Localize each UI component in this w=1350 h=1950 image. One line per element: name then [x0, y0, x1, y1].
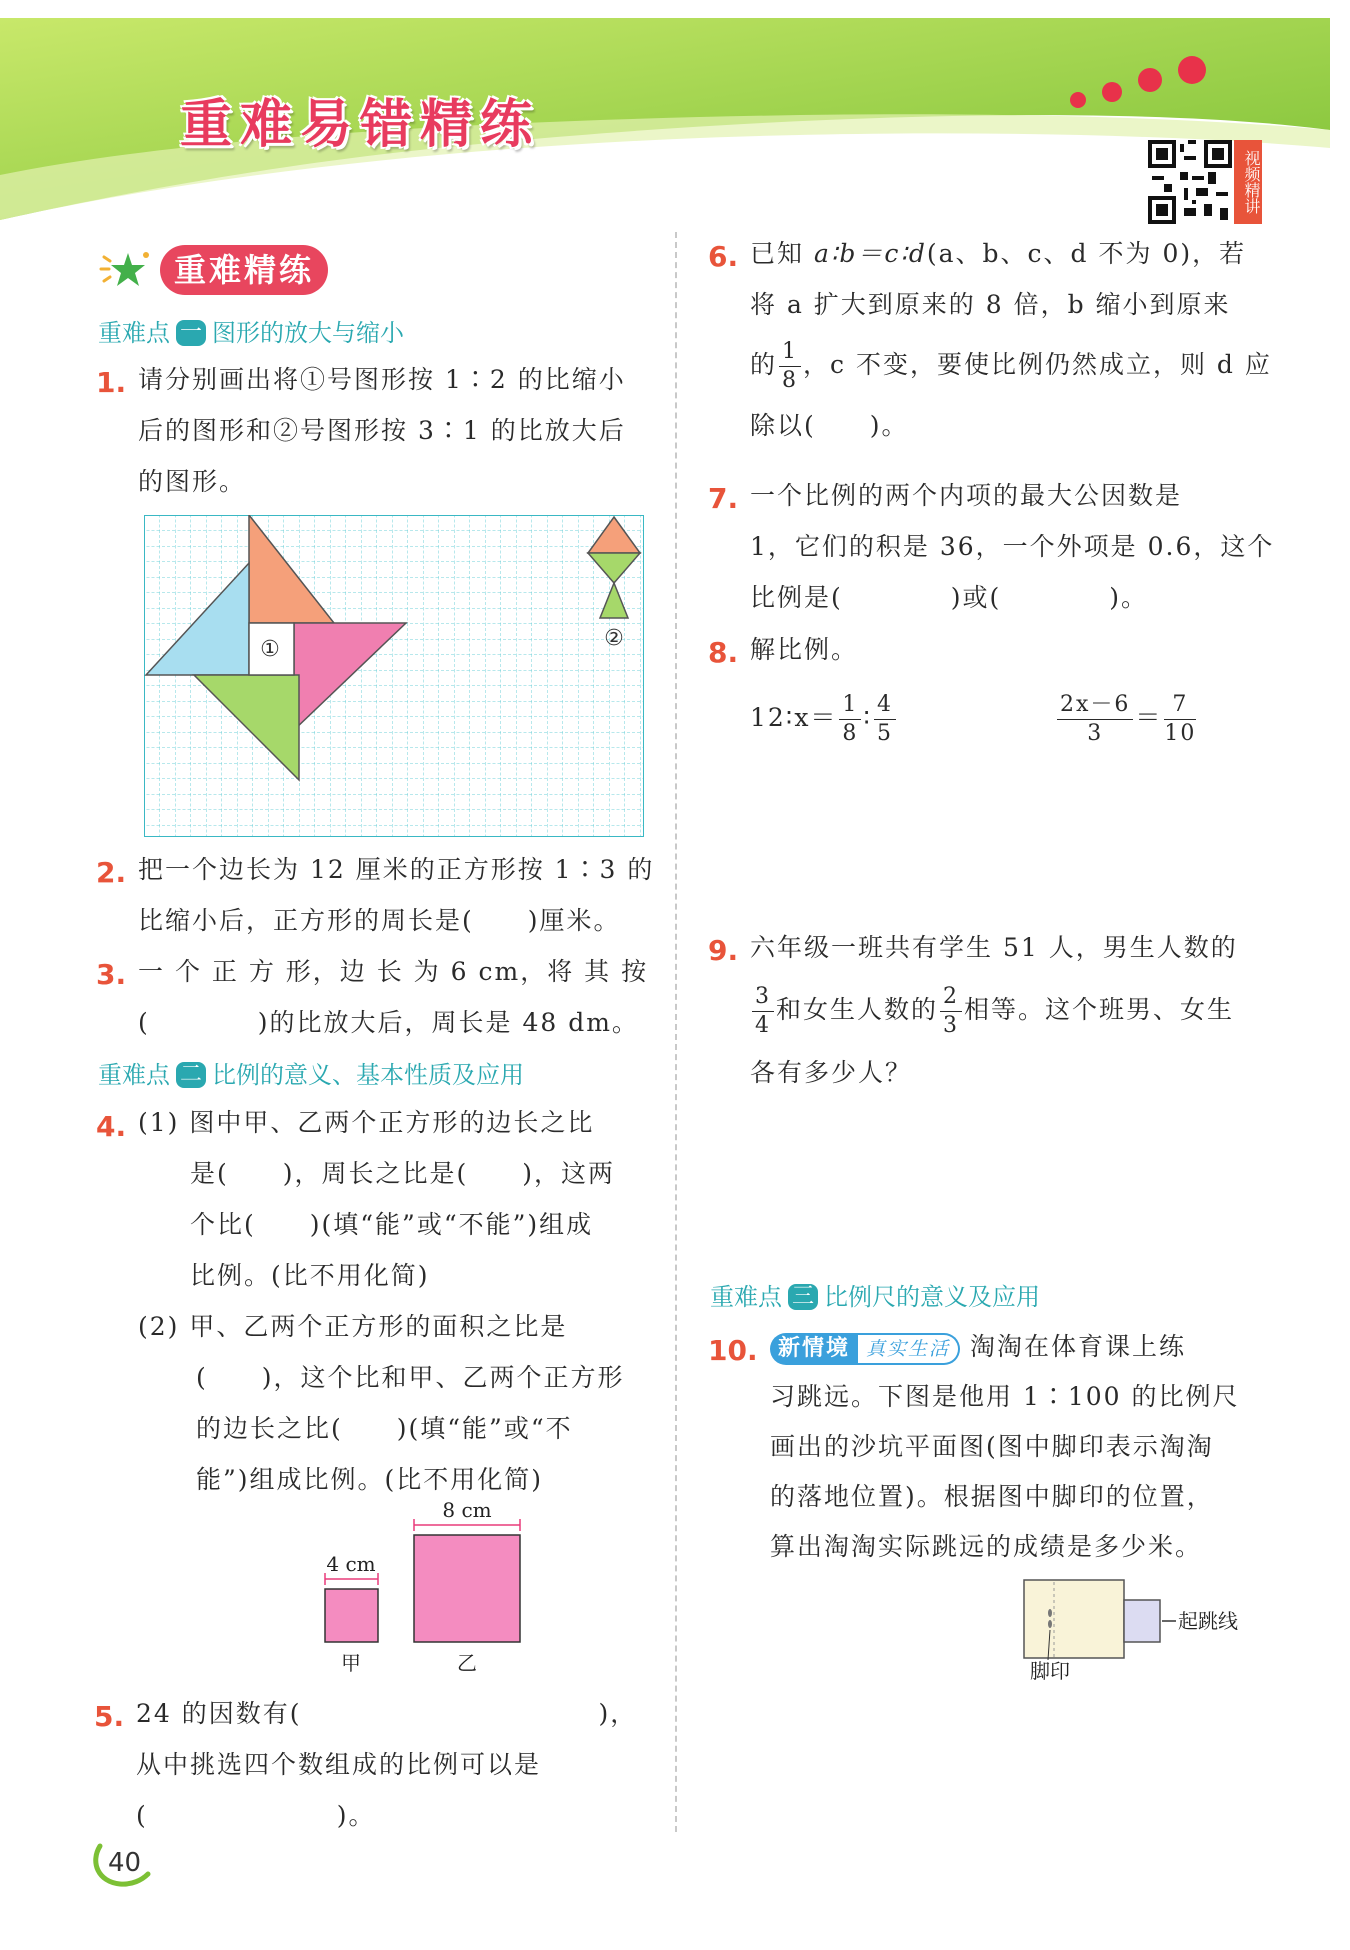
sandpit-figure: [1010, 1568, 1270, 1688]
equation-1: [750, 688, 898, 748]
key-point-number: 二: [176, 1062, 206, 1088]
question-number: 5.: [94, 1700, 125, 1733]
column-divider: [675, 232, 677, 1832]
key-point-number: 一: [176, 320, 206, 346]
question-text: 1，它们的积是 36，一个外项是 0.6，这个: [750, 532, 1275, 561]
question-10: [770, 1322, 1240, 1572]
text-run: a∶b＝c∶d: [813, 239, 927, 268]
question-text: 六年级一班共有学生 51 人，男生人数的: [750, 933, 1238, 962]
numerator: 3: [752, 986, 774, 1012]
fraction: [874, 694, 896, 745]
qr-label: 视频精讲: [1234, 140, 1262, 224]
question-8: [750, 624, 858, 675]
question-number: 9.: [708, 934, 739, 967]
question-6: [750, 228, 1272, 451]
small-square: [325, 1589, 378, 1642]
question-text: 请分别画出将①号图形按 1∶2 的比缩小: [138, 365, 626, 394]
question-number: 10.: [708, 1334, 758, 1367]
question-text: 算出淘淘实际跳远的成绩是多少米。: [770, 1532, 1203, 1561]
question-text: 除以( )。: [750, 411, 909, 440]
key-point-prefix: 重难点: [710, 1283, 782, 1311]
new-scenario-tag: 新情境: [770, 1333, 858, 1365]
denominator: 5: [876, 721, 893, 746]
fraction: [940, 986, 962, 1037]
question-text: 比例。(比不用化简): [190, 1261, 430, 1290]
key-point-1: [98, 318, 404, 348]
numerator: 1: [839, 694, 861, 720]
denominator: 3: [1087, 721, 1104, 746]
question-number: 2.: [96, 856, 127, 889]
text-run: 和女生人数的: [776, 995, 939, 1024]
denominator: 8: [842, 721, 859, 746]
denominator: 4: [755, 1013, 771, 1038]
question-text: ( )的比放大后，周长是 48 dm。: [138, 1008, 639, 1037]
text-run: 12∶x＝: [750, 703, 838, 732]
text-run: ∶: [863, 703, 872, 732]
question-text: 比缩小后，正方形的周长是( )厘米。: [138, 906, 621, 935]
fraction: [839, 694, 861, 745]
question-text: 的图形。: [138, 467, 247, 496]
question-text: 个比( )(填“能”或“不能”)组成: [190, 1210, 594, 1239]
question-text: (1) 图中甲、乙两个正方形的边长之比: [138, 1108, 595, 1137]
question-5: [136, 1688, 637, 1841]
numerator: 7: [1164, 694, 1196, 720]
question-number: 4.: [96, 1110, 127, 1143]
question-text: ( )。: [136, 1801, 376, 1830]
runway: [1124, 1600, 1160, 1642]
question-text: 将 a 扩大到原来的 8 倍，b 缩小到原来: [750, 290, 1231, 319]
key-point-number: 三: [788, 1284, 818, 1310]
key-point-2: [98, 1060, 524, 1090]
key-point-prefix: 重难点: [98, 1061, 170, 1089]
question-text: 24 的因数有( )，: [136, 1699, 638, 1728]
question-text-line: [770, 1322, 1240, 1372]
fraction: [1164, 694, 1196, 745]
big-square-label: 乙: [457, 1651, 477, 1675]
footprint-icon: [1048, 1609, 1052, 1617]
key-point-3: [710, 1282, 1040, 1312]
star-icon: [98, 247, 154, 293]
qr-code[interactable]: [1148, 140, 1232, 224]
small-square-label: 甲: [341, 1651, 361, 1675]
question-text: ( )，这个比和甲、乙两个正方形: [196, 1363, 625, 1392]
question-number: 1.: [96, 366, 127, 399]
text-run: (a、b、c、d 不为 0)，若: [926, 239, 1247, 268]
question-3: [138, 946, 648, 1048]
numerator: 1: [779, 341, 801, 367]
denominator: 10: [1164, 721, 1197, 746]
small-square-dimension: 4 cm: [326, 1552, 376, 1576]
question-text: 一 个 正 方 形，边 长 为 6 cm，将 其 按: [138, 957, 649, 986]
denominator: 3: [943, 1013, 960, 1038]
key-point-title: 比例的意义、基本性质及应用: [212, 1061, 525, 1089]
numerator: 2: [940, 986, 962, 1012]
text-run: ，c 不变，要使比例仍然成立，则 d 应: [803, 350, 1272, 379]
question-text: 从中挑选四个数组成的比例可以是: [136, 1750, 542, 1779]
equation-2: [1055, 688, 1198, 748]
text-run: ＝: [1135, 703, 1163, 732]
fraction: [1057, 694, 1133, 745]
page-number: 40: [108, 1848, 142, 1878]
sandpit: [1024, 1580, 1124, 1658]
question-text-line: [750, 973, 1238, 1047]
question-number: 6.: [708, 240, 739, 273]
text-run: 淘淘在体育课上练: [970, 1332, 1187, 1361]
question-9: [750, 922, 1238, 1098]
squares-figure: [310, 1495, 540, 1685]
shape-2-label: ②: [604, 626, 624, 651]
big-square-dimension: 8 cm: [442, 1498, 492, 1522]
text-run: 已知: [750, 239, 814, 268]
key-point-title: 比例尺的意义及应用: [824, 1283, 1041, 1311]
question-text: 后的图形和②号图形按 3∶1 的比放大后: [138, 416, 626, 445]
numerator: 2x－6: [1057, 694, 1133, 720]
page-title: 重难易错精练: [180, 95, 541, 155]
question-text: 能”)组成比例。(比不用化简): [196, 1465, 544, 1494]
key-point-title: 图形的放大与缩小: [212, 319, 405, 347]
fraction: [752, 986, 774, 1037]
question-text: 解比例。: [750, 635, 859, 664]
section-title: 重难精练: [160, 245, 328, 295]
question-text: 把一个边长为 12 厘米的正方形按 1∶3 的: [138, 855, 655, 884]
text-run: 相等。这个班男、女生: [964, 995, 1235, 1024]
denominator: 8: [782, 368, 799, 393]
question-text: 画出的沙坑平面图(图中脚印表示淘淘: [770, 1432, 1214, 1461]
question-text-line: [750, 228, 1272, 279]
question-text: 的边长之比( )(填“能”或“不: [196, 1414, 573, 1443]
question-text: 习跳远。下图是他用 1∶100 的比例尺: [770, 1382, 1240, 1411]
shape-1-label: ①: [260, 637, 280, 662]
question-7: [750, 470, 1274, 623]
fraction: [779, 341, 801, 392]
footprint-label: 脚印: [1030, 1659, 1070, 1683]
take-off-line-label: 起跳线: [1178, 1609, 1238, 1633]
key-point-prefix: 重难点: [98, 319, 170, 347]
question-text: 一个比例的两个内项的最大公因数是: [750, 481, 1183, 510]
question-4: [138, 1097, 625, 1505]
question-text: 是( )，周长之比是( )，这两: [190, 1159, 616, 1188]
real-life-tag: 真实生活: [858, 1333, 960, 1365]
question-text: 各有多少人？: [750, 1058, 913, 1087]
numerator: 4: [874, 694, 896, 720]
question-text: (2) 甲、乙两个正方形的面积之比是: [138, 1312, 568, 1341]
question-number: 8.: [708, 636, 739, 669]
question-text: 比例是( )或( )。: [750, 583, 1149, 612]
question-2: [138, 844, 654, 946]
question-number: 3.: [96, 958, 127, 991]
question-number: 7.: [708, 482, 739, 515]
question-text: 的落地位置)。根据图中脚印的位置，: [770, 1482, 1214, 1511]
question-text-line: [750, 330, 1272, 400]
big-square: [414, 1535, 520, 1642]
grid-figure: [144, 515, 644, 837]
question-1: [138, 354, 626, 507]
text-run: 的: [750, 350, 778, 379]
